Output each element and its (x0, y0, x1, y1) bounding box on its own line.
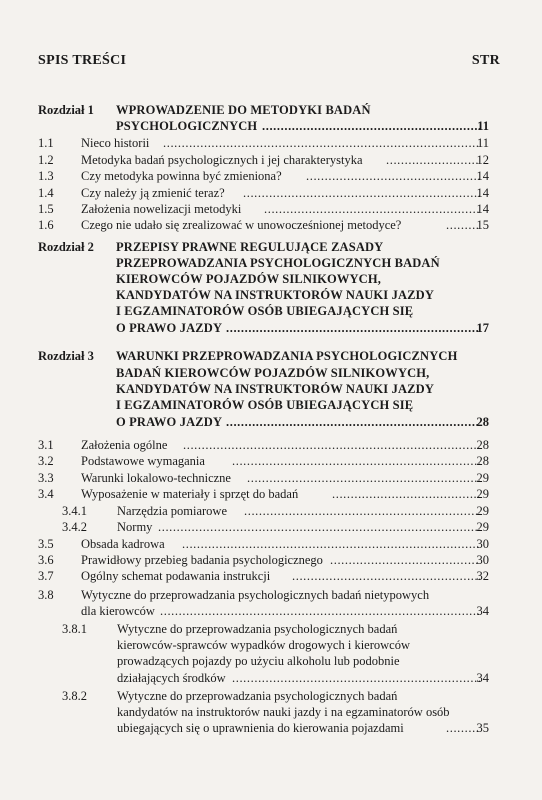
entry-number: 3.5 (38, 537, 54, 551)
entry-title: Wytyczne do przeprowadzania psychologicznych badań nietypowych (81, 588, 430, 602)
entry-page: 28 (476, 454, 489, 468)
entry-title: Wytyczne do przeprowadzania psychologicznych badań (117, 689, 398, 703)
page-column-heading: STR (471, 53, 500, 68)
chapter-title-line: WARUNKI PRZEPROWADZANIA PSYCHOLOGICZNYCH (116, 349, 458, 363)
entry-number: 3.3 (38, 471, 54, 485)
chapter-label: Rozdział 1 (38, 103, 94, 117)
entry-title: Nieco historii (81, 136, 150, 150)
dot-leader (386, 153, 480, 168)
dot-leader (330, 553, 480, 568)
entry-title: Obsada kadrowa (81, 537, 165, 551)
chapter-title-line: PSYCHOLOGICZNYCH (116, 119, 258, 133)
entry-page: 30 (476, 537, 489, 551)
entry-number: 1.6 (38, 218, 54, 232)
entry-number: 3.2 (38, 454, 54, 468)
dot-leader (232, 671, 480, 686)
entry-title: Czego nie udało się zrealizować w unowocześnionej metodyce? (81, 218, 402, 232)
entry-page: 15 (476, 218, 489, 232)
entry-title: Założenia nowelizacji metodyki (81, 202, 242, 216)
entry-title: Podstawowe wymagania (81, 454, 205, 468)
entry-page: 14 (476, 202, 489, 216)
entry-number: 3.8 (38, 588, 54, 602)
chapter-title-line: KANDYDATÓW NA INSTRUKTORÓW NAUKI JAZDY (116, 288, 435, 302)
chapter-title-line: WPROWADZENIE DO METODYKI BADAŃ (116, 103, 371, 117)
entry-number: 3.4.2 (62, 520, 87, 534)
dot-leader (183, 438, 480, 453)
entry-number: 3.6 (38, 553, 54, 567)
entry-page: 29 (476, 487, 489, 501)
entry-number: 3.4.1 (62, 504, 87, 518)
entry-number: 1.4 (38, 186, 54, 200)
entry-page: 11 (476, 136, 489, 150)
entry-page: 35 (476, 721, 489, 735)
entry-title: ubiegających się o uprawnienia do kierowania pojazdami (117, 721, 404, 735)
entry-page: 12 (476, 153, 489, 167)
entry-title: Narzędzia pomiarowe (117, 504, 228, 518)
entry-title: kierowców-sprawców wypadków drogowych i kierowców (117, 638, 410, 652)
entry-page: 28 (476, 438, 489, 452)
chapter-title-line: KANDYDATÓW NA INSTRUKTORÓW NAUKI JAZDY (116, 382, 435, 396)
entry-number: 3.1 (38, 438, 54, 452)
entry-page: 29 (476, 504, 489, 518)
chapter-label: Rozdział 2 (38, 240, 94, 254)
entry-page: 34 (476, 604, 489, 618)
dot-leader (247, 471, 480, 486)
chapter-title-line: O PRAWO JAZDY (116, 415, 223, 429)
dot-leader (232, 454, 480, 469)
entry-page: 34 (476, 671, 489, 685)
entry-number: 3.7 (38, 569, 54, 583)
chapter-label: Rozdział 3 (38, 349, 94, 363)
toc-heading: SPIS TREŚCI (38, 53, 127, 68)
dot-leader (332, 487, 480, 502)
entry-number: 1.2 (38, 153, 54, 167)
entry-title: Metodyka badań psychologicznych i jej charakterystyka (81, 153, 363, 167)
entry-number: 3.4 (38, 487, 54, 501)
dot-leader (244, 504, 480, 519)
entry-page: 29 (476, 520, 489, 534)
dot-leader (160, 604, 480, 619)
chapter-page: 17 (476, 321, 489, 335)
entry-title: kandydatów na instruktorów nauki jazdy i na egzaminatorów osób (117, 705, 450, 719)
dot-leader (264, 202, 480, 217)
entry-title: Założenia ogólne (81, 438, 168, 452)
dot-leader (446, 721, 480, 736)
entry-number: 1.3 (38, 169, 54, 183)
entry-number: 3.8.2 (62, 689, 87, 703)
entry-page: 14 (476, 186, 489, 200)
chapter-title-line: I EGZAMINATORÓW OSÓB UBIEGAJĄCYCH SIĘ (116, 398, 414, 412)
dot-leader (158, 520, 480, 535)
dot-leader (306, 169, 480, 184)
entry-title: działających środków (117, 671, 226, 685)
dot-leader (163, 136, 480, 151)
entry-title: Normy (117, 520, 153, 534)
entry-title: Warunki lokalowo-techniczne (81, 471, 231, 485)
chapter-title-line: PRZEPISY PRAWNE REGULUJĄCE ZASADY (116, 240, 384, 254)
entry-title: Ogólny schemat podawania instrukcji (81, 569, 271, 583)
chapter-title-line: I EGZAMINATORÓW OSÓB UBIEGAJĄCYCH SIĘ (116, 304, 414, 318)
dot-leader (243, 186, 480, 201)
dot-leader (226, 415, 480, 430)
dot-leader (446, 218, 480, 233)
entry-page: 32 (476, 569, 489, 583)
entry-number: 1.5 (38, 202, 54, 216)
entry-title: Prawidłowy przebieg badania psychologicznego (81, 553, 323, 567)
entry-number: 3.8.1 (62, 622, 87, 636)
entry-title: dla kierowców (81, 604, 155, 618)
entry-title: Czy metodyka powinna być zmieniona? (81, 169, 282, 183)
dot-leader (226, 321, 480, 336)
chapter-title-line: PRZEPROWADZANIA PSYCHOLOGICZNYCH BADAŃ (116, 256, 440, 270)
entry-title: Wyposażenie w materiały i sprzęt do badań (81, 487, 299, 501)
entry-number: 1.1 (38, 136, 54, 150)
chapter-title-line: KIEROWCÓW POJAZDÓW SILNIKOWYCH, (116, 272, 381, 286)
dot-leader (262, 119, 480, 134)
entry-title: prowadzących pojazdy po użyciu alkoholu lub podobnie (117, 654, 400, 668)
chapter-title-line: O PRAWO JAZDY (116, 321, 223, 335)
entry-page: 29 (476, 471, 489, 485)
entry-title: Czy należy ją zmienić teraz? (81, 186, 225, 200)
chapter-title-line: BADAŃ KIEROWCÓW POJAZDÓW SILNIKOWYCH, (116, 366, 430, 380)
chapter-page: 11 (477, 119, 489, 133)
chapter-page: 28 (476, 415, 489, 429)
entry-page: 14 (476, 169, 489, 183)
entry-page: 30 (476, 553, 489, 567)
entry-title: Wytyczne do przeprowadzania psychologicznych badań (117, 622, 398, 636)
dot-leader (292, 569, 480, 584)
dot-leader (182, 537, 480, 552)
